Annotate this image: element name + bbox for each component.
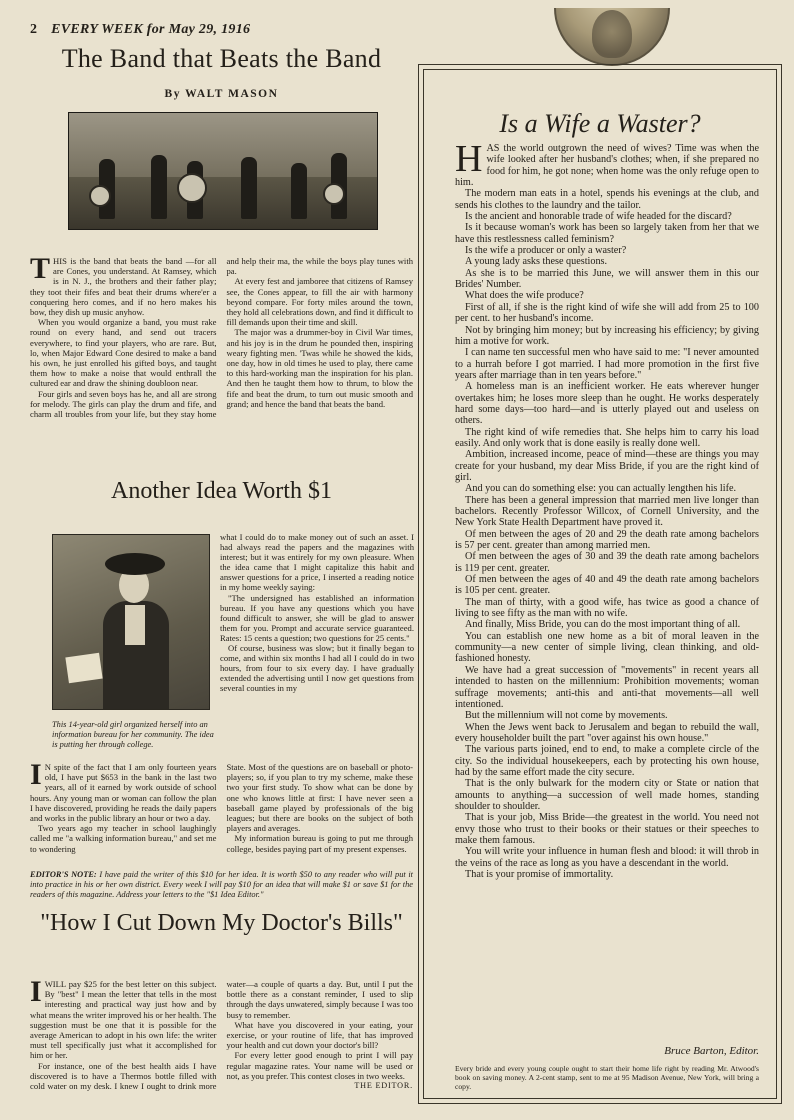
idea-article-body xyxy=(30,758,413,854)
wife-paragraph: I can name ten successful men who have said to me: "I never amounted to a hurrah before I got married. I had more promotion in the first five years after marriage than in ten years before." xyxy=(455,347,759,381)
doctor-article-body xyxy=(30,975,413,1092)
idea-article-title: Another Idea Worth $1 xyxy=(111,478,332,504)
wife-paragraph: Of men between the ages of 20 and 29 the death rate among bachelors is 57 per cent. greater than among married men. xyxy=(455,528,759,552)
idea-paragraph: Of course, business was slow; but it finally began to come, and within six months I had all I could do in two hours, from four to six every day. I have gradually extended the advertising until I now get questions from several counties in my xyxy=(220,643,414,694)
wife-article-box xyxy=(418,64,782,1104)
wife-paragraph: The various parts joined, end to end, to make a complete circle of the city. So the individual housekeepers, each by protecting his own house, had by the same effort made the city secure. xyxy=(455,744,759,778)
wife-article-footnote: Every bride and every young couple ought to start their home life right by reading Mr. Atwood's book on saving money. A 2-cent stamp, sent to me at 95 Madison Avenue, New York, will bring a copy. xyxy=(455,1064,759,1091)
doctor-paragraph: For instance, one of the best health aids I have discovered is to have a Thermos bottle filled with cold water on my desk. I knew I ought to drink more water—a couple of quarts a day. But, until I put the bottle there as a constant reminder, I used to slip through the days unwatered, simply because I was too busy to remember. xyxy=(30,979,413,1092)
idea-drop-letter: I xyxy=(30,758,42,791)
wife-paragraph: And you can do something else: you can actually lengthen his life. xyxy=(465,483,737,495)
wife-paragraph: Ambition, increased income, peace of mind—these are things you may create for your husband, my dear Miss Bride, if you are the right kind of girl. xyxy=(455,449,759,483)
idea-paragraph: "The undersigned has established an information bureau. If you have any questions which you have found difficult to answer, she will be glad to answer them for you. Prompt and accurate service guaranteed. Rates: 15 cents a question; two questions for 25 cents." xyxy=(220,592,414,643)
doctor-drop-letter: I xyxy=(30,975,42,1008)
idea-paragraph: what I could do to make money out of such an asset. I had always read the papers and the magazines with interest; but it was entirely for my own pleasure. When the idea came that I might capitalize this habit and answer questions for a price, I inserted a reading notice in my home weekly saying: xyxy=(220,532,414,593)
doctor-article-title: "How I Cut Down My Doctor's Bills" xyxy=(40,910,403,936)
doctor-paragraph: WILL pay $25 for the best letter on this subject. By "best" I mean the letter that tells in the most interesting and practical way just how and by what means the writer improved his or her health. The suggestion must be one that it is possible for the average American to adopt in his own life: the writer must tell specifically just what it accomplished for him or her. xyxy=(30,979,217,1061)
wife-paragraph: When the Jews went back to Jerusalem and began to rebuild the wall, every householder built the part "over against his own house." xyxy=(455,721,759,744)
band-paragraph: Four girls and seven boys has he, and all are strong for melody. The girls can play the drum and fife, and charm all troubles from your life, but they stay home and help their ma, the while the boys play tunes with pa. xyxy=(30,256,413,420)
girl-photo xyxy=(52,534,210,710)
coin-emblem xyxy=(554,8,670,66)
wife-paragraph: That is your promise of immortality. xyxy=(465,869,614,880)
doctor-paragraph: What have you discovered in your eating, your exercise, or your routine of life, that has improved your health and cut down your doctor's bill? xyxy=(226,1019,413,1051)
wife-paragraph: That is your job, Miss Bride—the greatest in the world. You need not envy those who trust to their books or their statues or their speeches to make them famous. xyxy=(455,812,759,846)
band-article-byline: By WALT MASON xyxy=(164,88,279,100)
band-paragraph: —for all are Cones, you understand. At Ramsey, which is in N. J., the brothers and their father play; they toot their fifes and beat their drums where'er a conquering hero comes, and if no hero makes his bow, they dish up music anyhow. xyxy=(30,256,217,318)
wife-paragraph: Not by bringing him money; but by increasing his efficiency; by giving him a motive for work. xyxy=(455,324,759,347)
wife-paragraph: But the millennium will not come by movements. xyxy=(465,710,668,722)
wife-paragraph: What does the wife produce? xyxy=(465,290,584,302)
band-first-line: HIS is the band that beats the band xyxy=(53,256,183,266)
wife-paragraph: There has been a general impression that married men live longer than bachelors. Recently Professor Willcox, of Cornell University, and the New York State Health Department have proved it. xyxy=(455,494,759,529)
wife-drop-letter: H xyxy=(455,138,483,180)
wife-paragraph: Is the wife a producer or only a waster? xyxy=(465,245,627,257)
idea-paragraph: My information bureau is going to put me through college, besides paying part of my present expenses. xyxy=(226,833,413,854)
wife-paragraph: As she is to be married this June, we will answer them in this our Brides' Number. xyxy=(455,267,759,291)
publication-line: EVERY WEEK for May 29, 1916 xyxy=(51,22,251,37)
idea-article-right-text xyxy=(220,532,414,694)
band-photo xyxy=(68,112,378,230)
band-paragraph: At every fest and jamboree that citizens of Ramsey see, the Cones appear, to fill the air with harmony beyond compare. For forty miles around the town, they hold all celebrations down, and find it difficult to fill demands upon their time and skill. xyxy=(226,276,413,328)
wife-paragraph: Of men between the ages of 30 and 39 the death rate among bachelors is 119 per cent. greater. xyxy=(455,551,759,574)
wife-paragraph: A homeless man is an inefficient worker. He eats wherever hunger overtakes him; he loses more sleep than he ought. He works desperately hard some days—too hard—and is utterly played out and useless on others. xyxy=(455,381,759,427)
wife-paragraph: A young lady asks these questions. xyxy=(465,256,608,268)
wife-paragraph: The modern man eats in a hotel, spends his evenings at the club, and sends his clothes to the laundry and the tailor. xyxy=(455,188,759,211)
editors-note-text: I have paid the writer of this $10 for her idea. It is worth $50 to any reader who will put it into practice in his or her own district. Every week I will pay $10 for an idea that will make $1 or save $1 for the readers of this magazine. Address your letters to the "$1 Idea Editor." xyxy=(30,870,414,899)
wife-paragraph: Of men between the ages of 40 and 49 the death rate among bachelors is 105 per cent. greater. xyxy=(455,574,759,597)
band-article-body xyxy=(30,252,413,420)
band-article-title: The Band that Beats the Band xyxy=(61,44,382,73)
wife-paragraph: That is the only bulwark for the modern city or State or nation that amounts to anything—a succession of well made homes, standing shoulder to shoulder. xyxy=(455,778,759,812)
wife-paragraph: And finally, Miss Bride, you can do the most important thing of all. xyxy=(465,619,741,631)
doctor-signature: THE EDITOR. xyxy=(354,1081,413,1091)
wife-article-body xyxy=(455,138,759,880)
wife-paragraph: AS the world outgrown the need of wives? Time was when the wife looked after her husband's clothes; when, if she prepared no food for him, he got none; when home was the only refuge open to him. xyxy=(455,143,759,189)
idea-paragraph: Two years ago my teacher in school laughingly called me "a walking information bureau," and set me to wondering xyxy=(30,823,217,854)
wife-article-signature: Bruce Barton, Editor. xyxy=(664,1045,759,1057)
girl-photo-caption: This 14-year-old girl organized herself into an information bureau for her community. The idea is putting her through college. xyxy=(52,720,214,749)
editors-note xyxy=(30,870,413,900)
editors-note-label: EDITOR'S NOTE: xyxy=(30,870,97,879)
idea-paragraph: N spite of the fact that I am only fourteen years old, I have put $653 in the bank in the last two years, all of it earned by work outside of school hours. Any young man or woman can follow the plan I have discovered, providing he reads the daily papers and works in the public library an hour or two a day. xyxy=(30,762,217,824)
wife-paragraph: You will write your influence in human flesh and blood: it will throb in the veins of the race as long as you have a descendant in the world. xyxy=(455,846,759,869)
band-paragraph: The major was a drummer-boy in Civil War times, and his joy is in the drum he pounded then, inspiring weary fighting men. 'Twas while he showed the kids, one day, how in old times he used to play, there came to this hard-working man the inspiration for his plan. And then he taught them how to thrum, to blow the fife and beat the drum, to turn out music smooth and grand; and hence the band that beats the band. xyxy=(226,327,413,409)
wife-paragraph: Is it because woman's work has been so largely taken from her that we have this restlessness called feminism? xyxy=(455,222,759,245)
wife-paragraph: We have had a great succession of "movements" in recent years all intended to hasten on the millennium: Prohibition movements; woman suffrage movements; anti-this and anti-that movements—all well intentioned. xyxy=(455,664,759,710)
wife-paragraph: Is the ancient and honorable trade of wife headed for the discard? xyxy=(465,211,732,223)
wife-paragraph: First of all, if she is the right kind of wife she will add from 25 to 100 per cent. to her husband's income. xyxy=(455,301,759,325)
page-number: 2 xyxy=(30,22,38,37)
doctor-paragraph: For every letter good enough to print I will pay regular magazine rates. Your name will be used or not, as you prefer. This contest closes in two weeks. xyxy=(226,1050,413,1081)
page-header xyxy=(30,22,250,38)
wife-article-title: Is a Wife a Waster? xyxy=(499,109,701,138)
left-column xyxy=(30,44,414,1092)
idea-paragraph: State. Most of the questions are on baseball or photo-players; so, if you plan to try my scheme, make these two your first study. To show what can be done by one who knows little at first: I have never seen a baseball game played by professionals of the big leagues; but there are books on the subject of both players and averages. xyxy=(226,762,413,834)
wife-paragraph: The right kind of wife remedies that. She helps him to carry his load easily. And only work that is done easily is really done well. xyxy=(455,426,759,449)
wife-paragraph: The man of thirty, with a good wife, has twice as good a chance of living to see fifty as the man with no wife. xyxy=(455,596,759,620)
band-drop-letter: T xyxy=(30,252,51,285)
wife-paragraph: You can establish one new home as a bit of moral leaven in the community—a new center of simple living, clean thinking, and old-fashioned honesty. xyxy=(455,630,759,665)
band-paragraph: When you would organize a band, you must rake round on every hand, and send out tracers everywhere, to find your players, who are rare. But, lo, when Major Edward Cone desired to make a band his own, he just enrolled his gifted boys, and taught them how to make a noise that would enthrall the cultured ear and draw the shining doubloon near. xyxy=(30,317,217,389)
